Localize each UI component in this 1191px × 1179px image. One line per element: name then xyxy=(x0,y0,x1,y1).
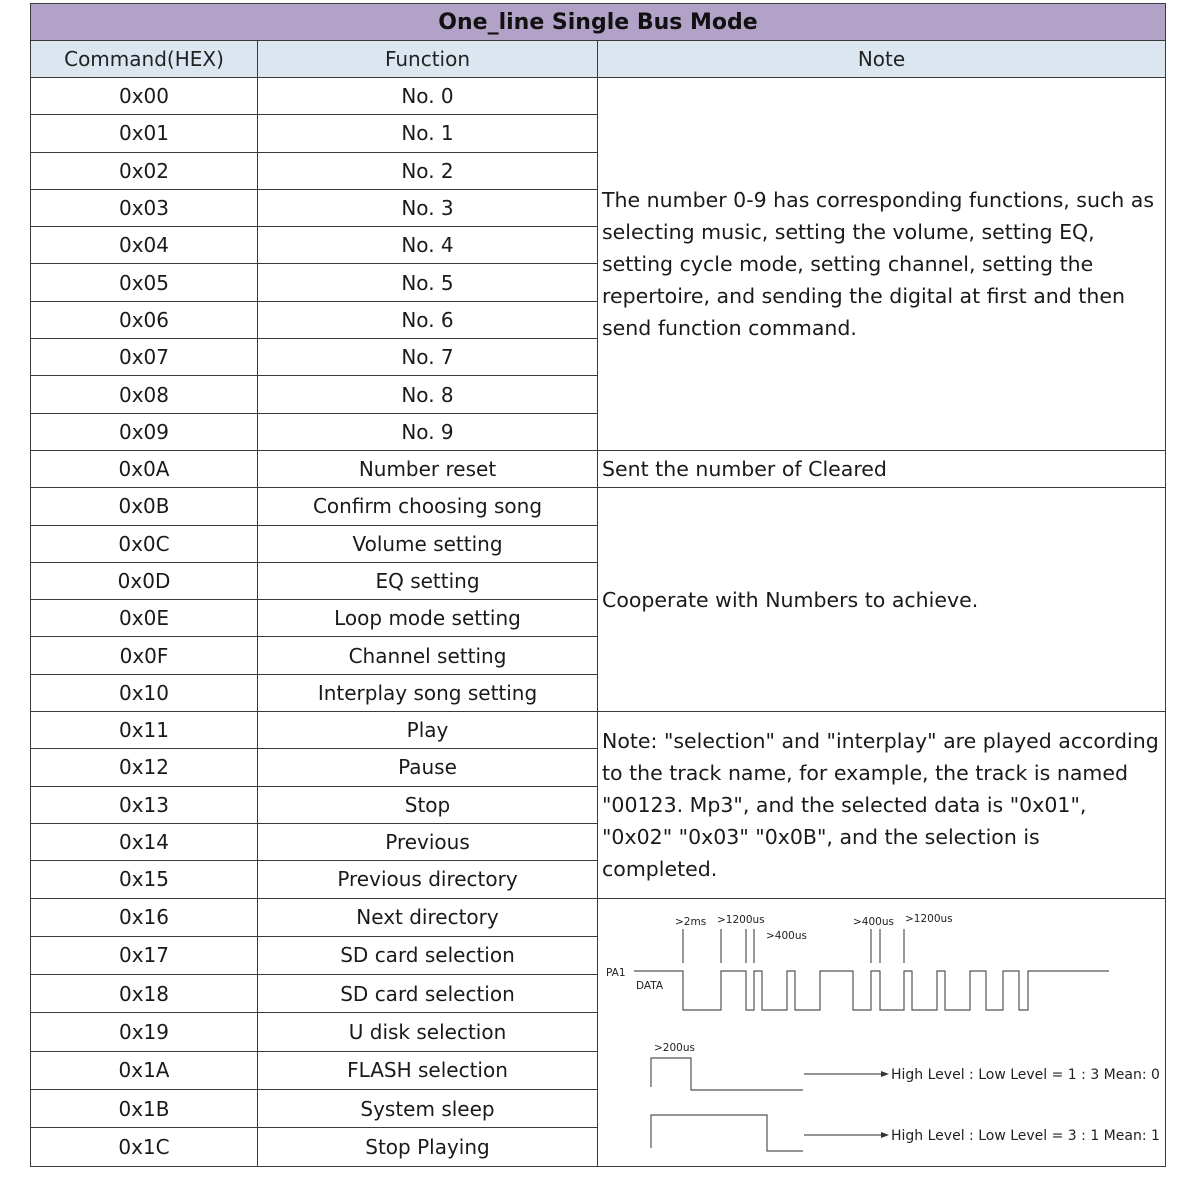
note-numbers: The number 0-9 has corresponding functions, such as selecting music, setting the volume, setting EQ, setting cycle mode, setting channel, setting the repertoire, and sending the digital at first and then send function command. xyxy=(598,78,1166,451)
command-cell: 0x0F xyxy=(31,637,258,674)
timing-diagram xyxy=(599,899,1165,1161)
function-cell: Confirm choosing song xyxy=(258,488,598,525)
function-cell: No. 7 xyxy=(258,339,598,376)
command-cell: 0x0A xyxy=(31,450,258,487)
function-cell: No. 6 xyxy=(258,301,598,338)
function-cell: No. 9 xyxy=(258,413,598,450)
function-cell: Channel setting xyxy=(258,637,598,674)
table-row xyxy=(31,450,1166,487)
function-cell: No. 1 xyxy=(258,115,598,152)
function-cell: SD card selection xyxy=(258,975,598,1013)
command-cell: 0x10 xyxy=(31,674,258,711)
function-cell: Previous directory xyxy=(258,861,598,898)
command-cell: 0x02 xyxy=(31,152,258,189)
timing-label: >200us xyxy=(653,1041,695,1054)
command-cell: 0x1A xyxy=(31,1051,258,1089)
command-cell: 0x0C xyxy=(31,525,258,562)
legend-one: High Level : Low Level = 3 : 1 Mean: 1 xyxy=(890,1127,1160,1144)
column-header-function: Function xyxy=(258,41,598,78)
command-table xyxy=(30,3,1166,1167)
function-cell: No. 8 xyxy=(258,376,598,413)
command-cell: 0x12 xyxy=(31,749,258,786)
timing-diagram-cell xyxy=(598,898,1166,1166)
note-cooperate: Cooperate with Numbers to achieve. xyxy=(598,488,1166,712)
function-cell: No. 0 xyxy=(258,78,598,115)
function-cell: No. 4 xyxy=(258,227,598,264)
command-cell: 0x06 xyxy=(31,301,258,338)
data-label: DATA xyxy=(635,979,663,992)
command-cell: 0x1B xyxy=(31,1089,258,1127)
function-cell: No. 2 xyxy=(258,152,598,189)
command-cell: 0x0D xyxy=(31,562,258,599)
function-cell: Loop mode setting xyxy=(258,600,598,637)
command-cell: 0x14 xyxy=(31,823,258,860)
command-cell: 0x09 xyxy=(31,413,258,450)
table-row xyxy=(31,712,1166,749)
command-cell: 0x15 xyxy=(31,861,258,898)
function-cell: System sleep xyxy=(258,1089,598,1127)
table-row xyxy=(31,78,1166,115)
command-cell: 0x13 xyxy=(31,786,258,823)
function-cell: Play xyxy=(258,712,598,749)
command-cell: 0x17 xyxy=(31,936,258,974)
command-cell: 0x0E xyxy=(31,600,258,637)
table-row xyxy=(31,488,1166,525)
function-cell: Pause xyxy=(258,749,598,786)
table-title: One_line Single Bus Mode xyxy=(31,4,1166,41)
command-cell: 0x1C xyxy=(31,1128,258,1166)
note-selection: Note: "selection" and "interplay" are played according to the track name, for example, the track is named "00123. Mp3", and the selected data is "0x01", "0x02" "0x03" "0x0B", and the selection is completed. xyxy=(598,712,1166,898)
command-cell: 0x07 xyxy=(31,339,258,376)
function-cell: Stop Playing xyxy=(258,1128,598,1166)
command-cell: 0x0B xyxy=(31,488,258,525)
function-cell: Number reset xyxy=(258,450,598,487)
command-cell: 0x00 xyxy=(31,78,258,115)
function-cell: EQ setting xyxy=(258,562,598,599)
arrow-icon xyxy=(881,1071,889,1077)
arrow-icon xyxy=(881,1132,889,1138)
note-reset: Sent the number of Cleared xyxy=(598,450,1166,487)
command-cell: 0x05 xyxy=(31,264,258,301)
timing-label: >2ms xyxy=(674,915,706,928)
column-header-note: Note xyxy=(598,41,1166,78)
function-cell: Stop xyxy=(258,786,598,823)
command-cell: 0x04 xyxy=(31,227,258,264)
function-cell: FLASH selection xyxy=(258,1051,598,1089)
timing-label: >1200us xyxy=(904,912,953,925)
legend-zero: High Level : Low Level = 1 : 3 Mean: 0 xyxy=(890,1066,1160,1083)
signal-label: PA1 xyxy=(605,966,626,979)
function-cell: Interplay song setting xyxy=(258,674,598,711)
table-row xyxy=(31,898,1166,936)
timing-label: >400us xyxy=(852,915,894,928)
function-cell: U disk selection xyxy=(258,1013,598,1051)
command-cell: 0x01 xyxy=(31,115,258,152)
column-header-command: Command(HEX) xyxy=(31,41,258,78)
command-cell: 0x16 xyxy=(31,898,258,936)
timing-label: >400us xyxy=(765,929,807,942)
command-cell: 0x18 xyxy=(31,975,258,1013)
command-cell: 0x11 xyxy=(31,712,258,749)
function-cell: No. 5 xyxy=(258,264,598,301)
function-cell: No. 3 xyxy=(258,189,598,226)
command-cell: 0x08 xyxy=(31,376,258,413)
command-cell: 0x03 xyxy=(31,189,258,226)
function-cell: Next directory xyxy=(258,898,598,936)
function-cell: Volume setting xyxy=(258,525,598,562)
command-cell: 0x19 xyxy=(31,1013,258,1051)
timing-label: >1200us xyxy=(716,913,765,926)
function-cell: SD card selection xyxy=(258,936,598,974)
function-cell: Previous xyxy=(258,823,598,860)
